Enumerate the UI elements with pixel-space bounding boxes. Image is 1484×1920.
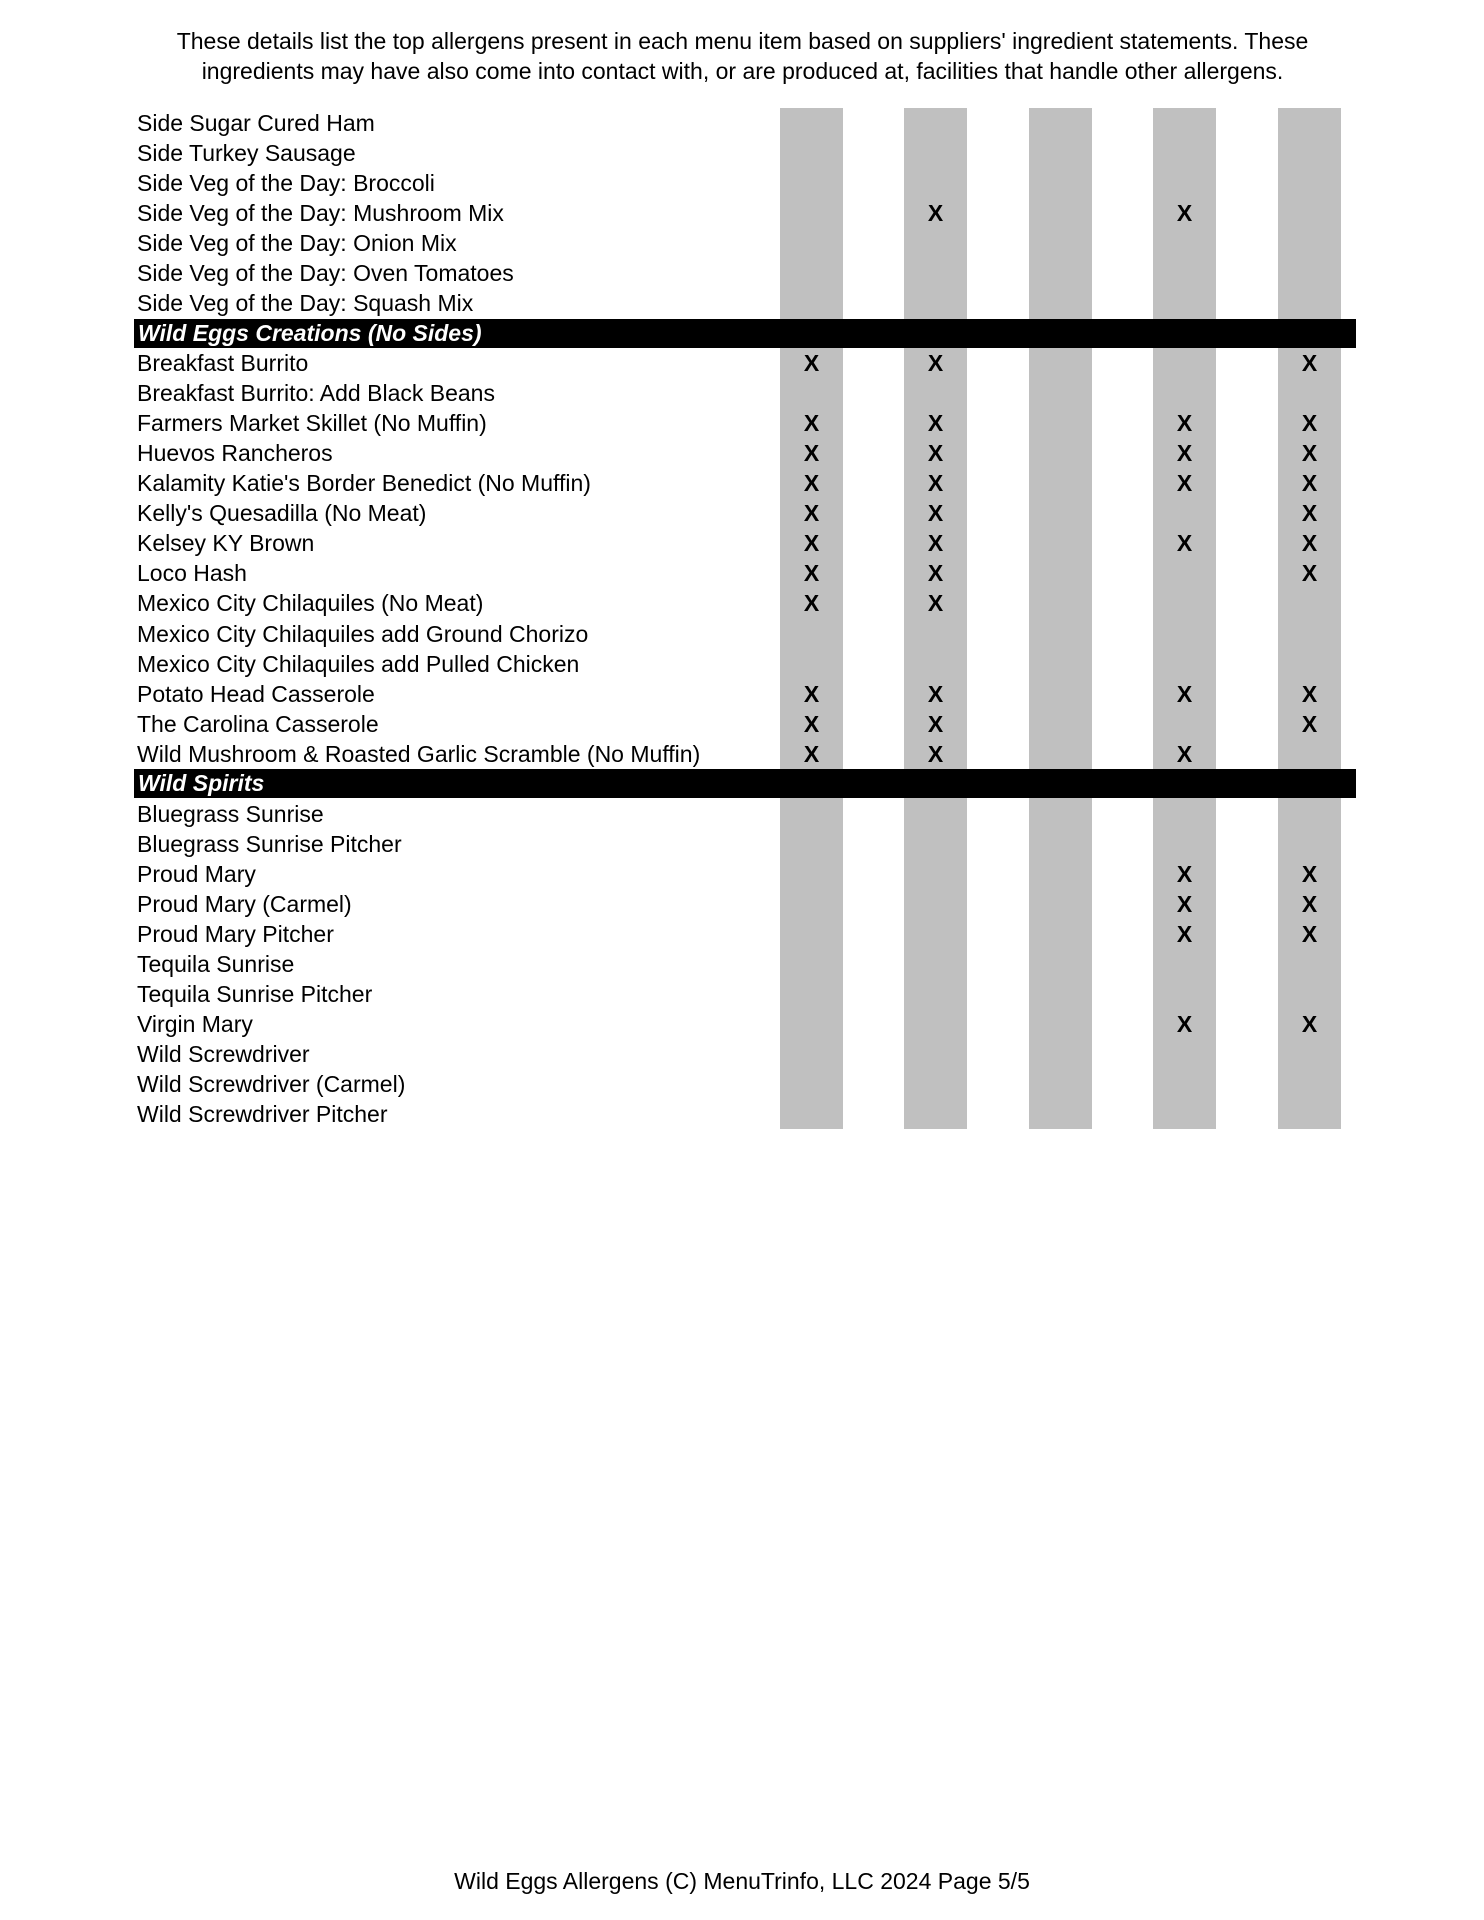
section-header: Wild Spirits bbox=[134, 769, 1356, 798]
menu-item-name: Side Veg of the Day: Oven Tomatoes bbox=[137, 260, 514, 287]
menu-item-row bbox=[0, 558, 1484, 588]
allergen-mark: X bbox=[927, 560, 944, 587]
allergen-mark: X bbox=[803, 350, 820, 377]
intro-line-1: These details list the top allergens present in each menu item based on suppliers' ingredient statements. These bbox=[176, 28, 1309, 54]
menu-item-row bbox=[0, 288, 1484, 318]
menu-item-name: Side Veg of the Day: Broccoli bbox=[137, 170, 435, 197]
allergen-mark: X bbox=[803, 530, 820, 557]
allergen-mark: X bbox=[1301, 920, 1318, 947]
menu-item-name: Breakfast Burrito: Add Black Beans bbox=[137, 380, 495, 407]
allergen-mark: X bbox=[927, 410, 944, 437]
allergen-mark: X bbox=[927, 200, 944, 227]
menu-item-row bbox=[0, 949, 1484, 979]
allergen-mark: X bbox=[803, 470, 820, 497]
menu-item-name: Huevos Rancheros bbox=[137, 440, 333, 467]
menu-item-name: Proud Mary (Carmel) bbox=[137, 890, 352, 917]
allergen-mark: X bbox=[1301, 470, 1318, 497]
allergen-mark: X bbox=[1301, 440, 1318, 467]
menu-item-name: Side Sugar Cured Ham bbox=[137, 110, 375, 136]
menu-item-name: Wild Screwdriver bbox=[137, 1040, 310, 1067]
menu-item-name: Wild Screwdriver (Carmel) bbox=[137, 1070, 406, 1097]
menu-item-name: Tequila Sunrise bbox=[137, 950, 295, 977]
menu-item-row bbox=[0, 138, 1484, 168]
allergen-mark: X bbox=[1176, 680, 1193, 707]
menu-item-name: Side Veg of the Day: Mushroom Mix bbox=[137, 200, 504, 227]
allergen-mark: X bbox=[803, 410, 820, 437]
menu-item-row bbox=[0, 799, 1484, 829]
menu-item-name: Breakfast Burrito bbox=[137, 350, 309, 377]
allergen-mark: X bbox=[803, 500, 820, 527]
menu-item-row bbox=[0, 619, 1484, 649]
allergen-mark: X bbox=[1176, 440, 1193, 467]
menu-item-name: Wild Screwdriver Pitcher bbox=[137, 1100, 388, 1127]
menu-item-name: Proud Mary Pitcher bbox=[137, 920, 334, 947]
menu-item-name: Kelsey KY Brown bbox=[137, 530, 315, 557]
menu-item-name: Farmers Market Skillet (No Muffin) bbox=[137, 410, 487, 437]
allergen-mark: X bbox=[1176, 860, 1193, 887]
allergen-mark: X bbox=[1176, 740, 1193, 767]
allergen-mark: X bbox=[803, 440, 820, 467]
allergen-mark: X bbox=[1301, 410, 1318, 437]
menu-item-name: Wild Mushroom & Roasted Garlic Scramble (No Muffin) bbox=[137, 740, 701, 767]
allergen-mark: X bbox=[927, 350, 944, 377]
menu-item-row bbox=[0, 498, 1484, 528]
menu-item-name: Potato Head Casserole bbox=[137, 680, 375, 707]
menu-item-row bbox=[0, 1099, 1484, 1129]
menu-item-name: Kalamity Katie's Border Benedict (No Muffin) bbox=[137, 470, 591, 497]
menu-item-name: Loco Hash bbox=[137, 560, 247, 587]
menu-item-name: Side Veg of the Day: Squash Mix bbox=[137, 290, 474, 317]
page-footer: Wild Eggs Allergens (C) MenuTrinfo, LLC 2024 Page 5/5 bbox=[454, 1868, 1030, 1894]
menu-item-row bbox=[0, 679, 1484, 709]
allergen-mark: X bbox=[803, 680, 820, 707]
allergen-mark: X bbox=[927, 590, 944, 617]
menu-item-row bbox=[0, 348, 1484, 378]
menu-item-row bbox=[0, 408, 1484, 438]
menu-item-name: The Carolina Casserole bbox=[137, 710, 379, 737]
allergen-mark: X bbox=[1176, 1010, 1193, 1037]
menu-item-row bbox=[0, 739, 1484, 769]
allergen-mark: X bbox=[927, 680, 944, 707]
menu-item-name: Mexico City Chilaquiles add Ground Chorizo bbox=[137, 620, 589, 647]
allergen-mark: X bbox=[803, 740, 820, 767]
menu-item-name: Side Veg of the Day: Onion Mix bbox=[137, 230, 457, 257]
menu-item-name: Tequila Sunrise Pitcher bbox=[137, 980, 373, 1007]
menu-item-row bbox=[0, 919, 1484, 949]
menu-item-row bbox=[0, 228, 1484, 258]
menu-item-row bbox=[0, 168, 1484, 198]
allergen-mark: X bbox=[1176, 890, 1193, 917]
allergen-mark: X bbox=[927, 530, 944, 557]
allergen-mark: X bbox=[1301, 860, 1318, 887]
menu-item-name: Kelly's Quesadilla (No Meat) bbox=[137, 500, 427, 527]
menu-item-row bbox=[0, 468, 1484, 498]
allergen-mark: X bbox=[1301, 680, 1318, 707]
allergen-mark: X bbox=[1301, 530, 1318, 557]
allergen-mark: X bbox=[927, 710, 944, 737]
menu-item-row bbox=[0, 588, 1484, 618]
allergen-mark: X bbox=[927, 470, 944, 497]
intro-line-2: ingredients may have also come into contact with, or are produced at, facilities that handle other allergens. bbox=[201, 58, 1284, 84]
allergen-mark: X bbox=[1301, 890, 1318, 917]
allergen-mark: X bbox=[1301, 350, 1318, 377]
menu-item-row bbox=[0, 378, 1484, 408]
menu-item-row bbox=[0, 979, 1484, 1009]
menu-item-row bbox=[0, 438, 1484, 468]
menu-item-row bbox=[0, 889, 1484, 919]
allergen-mark: X bbox=[1176, 410, 1193, 437]
menu-item-row bbox=[0, 198, 1484, 228]
menu-item-row bbox=[0, 829, 1484, 859]
menu-item-name: Mexico City Chilaquiles add Pulled Chicken bbox=[137, 650, 580, 677]
menu-item-name: Proud Mary bbox=[137, 860, 256, 887]
menu-item-name: Mexico City Chilaquiles (No Meat) bbox=[137, 590, 484, 617]
menu-item-row bbox=[0, 1039, 1484, 1069]
menu-item-row bbox=[0, 258, 1484, 288]
allergen-mark: X bbox=[927, 500, 944, 527]
menu-item-name: Side Turkey Sausage bbox=[137, 140, 356, 167]
allergen-mark: X bbox=[927, 740, 944, 767]
allergen-mark: X bbox=[803, 590, 820, 617]
allergen-mark: X bbox=[1176, 920, 1193, 947]
allergen-mark: X bbox=[927, 440, 944, 467]
allergen-mark: X bbox=[1301, 500, 1318, 527]
menu-item-row bbox=[0, 108, 1484, 138]
menu-item-row bbox=[0, 649, 1484, 679]
menu-item-row bbox=[0, 859, 1484, 889]
allergen-mark: X bbox=[1176, 470, 1193, 497]
allergen-mark: X bbox=[1176, 530, 1193, 557]
section-header: Wild Eggs Creations (No Sides) bbox=[134, 319, 1356, 348]
allergen-mark: X bbox=[1301, 710, 1318, 737]
allergen-mark: X bbox=[1301, 560, 1318, 587]
allergen-mark: X bbox=[1301, 1010, 1318, 1037]
menu-item-row bbox=[0, 709, 1484, 739]
allergen-mark: X bbox=[803, 710, 820, 737]
menu-item-row bbox=[0, 1009, 1484, 1039]
allergen-mark: X bbox=[1176, 200, 1193, 227]
menu-item-row bbox=[0, 1069, 1484, 1099]
menu-item-name: Bluegrass Sunrise bbox=[137, 800, 324, 827]
allergen-mark: X bbox=[803, 560, 820, 587]
menu-item-name: Virgin Mary bbox=[137, 1010, 253, 1037]
menu-item-row bbox=[0, 528, 1484, 558]
menu-item-name: Bluegrass Sunrise Pitcher bbox=[137, 830, 402, 857]
